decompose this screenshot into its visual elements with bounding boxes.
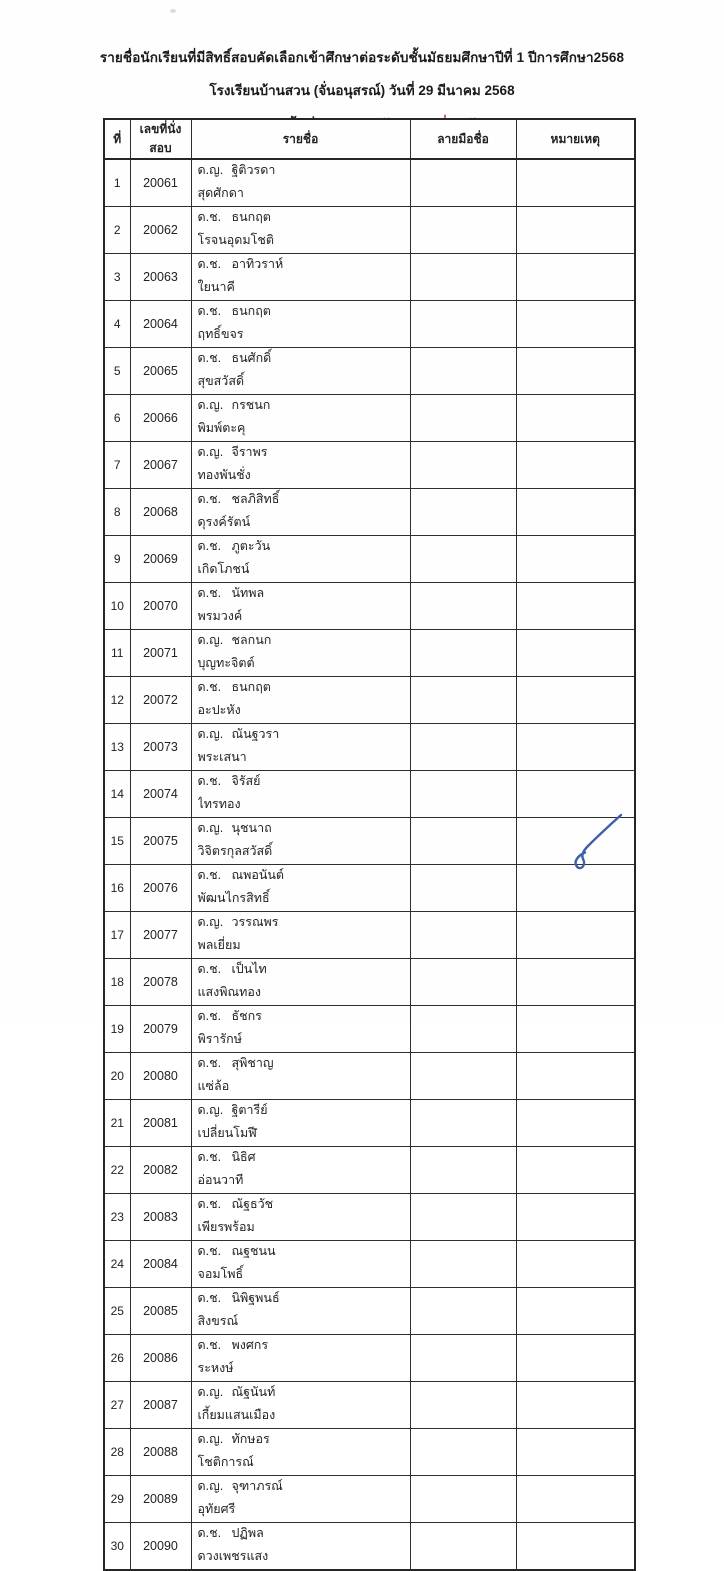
- table-row: [104, 1006, 635, 1053]
- row-number: 19: [104, 1006, 130, 1053]
- seat-number: 20064: [130, 301, 191, 348]
- signature-cell: [410, 677, 516, 724]
- last-name: ไทรทอง: [197, 797, 241, 811]
- last-name: อ่อนวาที: [197, 1173, 244, 1187]
- last-name: แสงพิณทอง: [197, 985, 261, 999]
- first-name: วรรณพร: [231, 915, 279, 929]
- last-name: ดวงเพชรแสง: [197, 1549, 269, 1563]
- student-name: [191, 865, 410, 912]
- signature-cell: [410, 818, 516, 865]
- remark-cell: [516, 207, 635, 254]
- first-name: ฐิตารีย์: [231, 1103, 268, 1117]
- student-name: [191, 1147, 410, 1194]
- student-name: [191, 1194, 410, 1241]
- first-name: ธัชกร: [231, 1009, 262, 1023]
- first-name: จุฑาภรณ์: [231, 1479, 283, 1493]
- row-number: 8: [104, 489, 130, 536]
- row-number: 17: [104, 912, 130, 959]
- seat-number: 20072: [130, 677, 191, 724]
- table-row: [104, 395, 635, 442]
- student-name: [191, 1053, 410, 1100]
- row-number: 14: [104, 771, 130, 818]
- name-prefix: ด.ญ.: [197, 915, 224, 929]
- remark-cell: [516, 1335, 635, 1382]
- seat-number: 20082: [130, 1147, 191, 1194]
- seat-number: 20085: [130, 1288, 191, 1335]
- student-name: [191, 301, 410, 348]
- student-name: [191, 724, 410, 771]
- seat-number: 20071: [130, 630, 191, 677]
- first-name: นัทพล: [231, 586, 265, 600]
- name-prefix: ด.ช.: [197, 1338, 222, 1352]
- seat-number: 20077: [130, 912, 191, 959]
- first-name: นิธิศ: [231, 1150, 256, 1164]
- row-number: 10: [104, 583, 130, 630]
- remark-cell: [516, 1288, 635, 1335]
- first-name: ธนกฤต: [231, 210, 271, 224]
- header-remark: หมายเหตุ: [516, 119, 635, 159]
- table-row: [104, 536, 635, 583]
- remark-cell: [516, 865, 635, 912]
- last-name: จอมโพธิ์: [197, 1267, 244, 1281]
- name-prefix: ด.ญ.: [197, 163, 224, 177]
- row-number: 30: [104, 1523, 130, 1571]
- student-name: [191, 536, 410, 583]
- row-number: 21: [104, 1100, 130, 1147]
- remark-cell: [516, 959, 635, 1006]
- first-name: พงศกร: [231, 1338, 269, 1352]
- student-name: [191, 1382, 410, 1429]
- header-name-list: รายชื่อ: [191, 119, 410, 159]
- table-row: [104, 1241, 635, 1288]
- student-name: [191, 818, 410, 865]
- last-name: พระเสนา: [197, 750, 247, 764]
- header-seat-number: เลขที่นั่งสอบ: [130, 119, 191, 159]
- student-name: [191, 1523, 410, 1571]
- name-prefix: ด.ญ.: [197, 821, 224, 835]
- seat-number: 20061: [130, 159, 191, 207]
- table-row: [104, 1100, 635, 1147]
- first-name: ภูตะวัน: [231, 539, 271, 553]
- table-row: [104, 912, 635, 959]
- table-row: [104, 1147, 635, 1194]
- signature-cell: [410, 1006, 516, 1053]
- signature-cell: [410, 912, 516, 959]
- remark-cell: [516, 912, 635, 959]
- student-name: [191, 1476, 410, 1523]
- first-name: ชลภิสิทธิ์: [231, 492, 280, 506]
- document-title: รายชื่อนักเรียนที่มีสิทธิ์สอบคัดเลือกเข้าศึกษาต่อระดับชั้นมัธยมศึกษาปีที่ 1 ปีการศึกษา2568: [99, 50, 625, 65]
- first-name: ฐิติวรดา: [231, 163, 276, 177]
- student-name: [191, 1006, 410, 1053]
- table-row: [104, 207, 635, 254]
- last-name: พิมพ์ตะคุ: [197, 421, 246, 435]
- remark-cell: [516, 1523, 635, 1571]
- seat-number: 20069: [130, 536, 191, 583]
- row-number: 26: [104, 1335, 130, 1382]
- seat-number: 20063: [130, 254, 191, 301]
- row-number: 5: [104, 348, 130, 395]
- row-number: 3: [104, 254, 130, 301]
- remark-cell: [516, 395, 635, 442]
- remark-cell: [516, 159, 635, 207]
- name-prefix: ด.ช.: [197, 304, 222, 318]
- student-name: [191, 395, 410, 442]
- name-prefix: ด.ช.: [197, 1291, 222, 1305]
- first-name: เป็นไท: [231, 962, 267, 976]
- signature-cell: [410, 1241, 516, 1288]
- last-name: พลเยี่ยม: [197, 938, 241, 952]
- last-name: ดุรงค์รัตน์: [197, 515, 251, 529]
- header-no: ที่: [104, 119, 130, 159]
- seat-number: 20090: [130, 1523, 191, 1571]
- student-name: [191, 583, 410, 630]
- row-number: 7: [104, 442, 130, 489]
- name-prefix: ด.ช.: [197, 351, 222, 365]
- seat-number: 20080: [130, 1053, 191, 1100]
- last-name: โรจนอุดมโชติ: [197, 233, 274, 247]
- seat-number: 20088: [130, 1429, 191, 1476]
- row-number: 24: [104, 1241, 130, 1288]
- last-name: โชติการณ์: [197, 1455, 254, 1469]
- name-prefix: ด.ญ.: [197, 398, 224, 412]
- remark-cell: [516, 630, 635, 677]
- table-row: [104, 301, 635, 348]
- seat-number: 20070: [130, 583, 191, 630]
- table-row: [104, 630, 635, 677]
- first-name: ณัฐธวัช: [231, 1197, 274, 1211]
- student-name: [191, 1429, 410, 1476]
- seat-number: 20075: [130, 818, 191, 865]
- row-number: 27: [104, 1382, 130, 1429]
- row-number: 1: [104, 159, 130, 207]
- signature-cell: [410, 1194, 516, 1241]
- signature-cell: [410, 1429, 516, 1476]
- first-name: ณันฐวรา: [231, 727, 280, 741]
- remark-cell: [516, 1429, 635, 1476]
- last-name: บุญทะจิตต์: [197, 656, 255, 670]
- name-prefix: ด.ญ.: [197, 445, 224, 459]
- signature-cell: [410, 724, 516, 771]
- name-prefix: ด.ช.: [197, 1150, 222, 1164]
- table-row: [104, 583, 635, 630]
- remark-cell: [516, 1147, 635, 1194]
- table-row: [104, 1288, 635, 1335]
- remark-cell: [516, 1382, 635, 1429]
- table-row: [104, 818, 635, 865]
- name-prefix: ด.ช.: [197, 774, 222, 788]
- signature-cell: [410, 1147, 516, 1194]
- last-name: ฤทธิ์ขจร: [197, 327, 244, 341]
- last-name: สิงขรณ์: [197, 1314, 239, 1328]
- seat-number: 20065: [130, 348, 191, 395]
- student-name: [191, 489, 410, 536]
- remark-cell: [516, 1194, 635, 1241]
- signature-cell: [410, 254, 516, 301]
- seat-number: 20067: [130, 442, 191, 489]
- signature-cell: [410, 865, 516, 912]
- name-prefix: ด.ช.: [197, 962, 222, 976]
- first-name: อาทิวราห์: [231, 257, 284, 271]
- remark-cell: [516, 301, 635, 348]
- last-name: เกี้ยมแสนเมือง: [197, 1408, 276, 1422]
- student-name: [191, 677, 410, 724]
- signature-cell: [410, 630, 516, 677]
- signature-cell: [410, 1288, 516, 1335]
- name-prefix: ด.ช.: [197, 868, 222, 882]
- signature-cell: [410, 442, 516, 489]
- first-name: ธนกฤต: [231, 304, 271, 318]
- last-name: ระหงษ์: [197, 1361, 234, 1375]
- name-prefix: ด.ญ.: [197, 1103, 224, 1117]
- name-prefix: ด.ช.: [197, 1526, 222, 1540]
- seat-number: 20087: [130, 1382, 191, 1429]
- name-prefix: ด.ช.: [197, 1197, 222, 1211]
- last-name: ใยนาคี: [197, 280, 235, 294]
- student-name: [191, 912, 410, 959]
- table-row: [104, 489, 635, 536]
- last-name: เกิดโภชน์: [197, 562, 250, 576]
- seat-number: 20068: [130, 489, 191, 536]
- seat-number: 20084: [130, 1241, 191, 1288]
- last-name: สุดศักดา: [197, 186, 244, 200]
- table-row: [104, 1523, 635, 1571]
- scan-speck: [170, 9, 176, 13]
- student-table-body: [104, 159, 635, 1570]
- first-name: ปฏิพล: [231, 1526, 264, 1540]
- name-prefix: ด.ช.: [197, 586, 222, 600]
- table-row: [104, 865, 635, 912]
- last-name: อะปะหัง: [197, 703, 241, 717]
- row-number: 9: [104, 536, 130, 583]
- name-prefix: ด.ญ.: [197, 727, 224, 741]
- name-prefix: ด.ช.: [197, 257, 222, 271]
- first-name: จีราพร: [231, 445, 268, 459]
- first-name: จิรัสย์: [231, 774, 261, 788]
- row-number: 12: [104, 677, 130, 724]
- seat-number: 20079: [130, 1006, 191, 1053]
- student-name: [191, 1288, 410, 1335]
- signature-cell: [410, 536, 516, 583]
- signature-cell: [410, 159, 516, 207]
- signature-cell: [410, 489, 516, 536]
- student-name: [191, 630, 410, 677]
- seat-number: 20076: [130, 865, 191, 912]
- remark-cell: [516, 442, 635, 489]
- row-number: 4: [104, 301, 130, 348]
- signature-cell: [410, 395, 516, 442]
- table-row: [104, 724, 635, 771]
- first-name: ณฐชนน: [231, 1244, 276, 1258]
- row-number: 15: [104, 818, 130, 865]
- row-number: 23: [104, 1194, 130, 1241]
- first-name: สุพิชาญ: [231, 1056, 274, 1070]
- remark-cell: [516, 536, 635, 583]
- remark-cell: [516, 1053, 635, 1100]
- row-number: 28: [104, 1429, 130, 1476]
- remark-cell: [516, 818, 635, 865]
- row-number: 16: [104, 865, 130, 912]
- name-prefix: ด.ช.: [197, 539, 222, 553]
- name-prefix: ด.ช.: [197, 1244, 222, 1258]
- remark-cell: [516, 583, 635, 630]
- student-name: [191, 442, 410, 489]
- student-name: [191, 959, 410, 1006]
- last-name: สุขสวัสดิ์: [197, 374, 245, 388]
- signature-cell: [410, 959, 516, 1006]
- remark-cell: [516, 771, 635, 818]
- student-name: [191, 1100, 410, 1147]
- first-name: ชลกนก: [231, 633, 272, 647]
- name-prefix: ด.ช.: [197, 210, 222, 224]
- last-name: วิจิตรกุลสวัสดิ์: [197, 844, 273, 858]
- name-prefix: ด.ญ.: [197, 1432, 224, 1446]
- seat-number: 20089: [130, 1476, 191, 1523]
- student-name: [191, 348, 410, 395]
- student-name: [191, 159, 410, 207]
- first-name: ธนกฤต: [231, 680, 271, 694]
- table-row: [104, 677, 635, 724]
- signature-cell: [410, 207, 516, 254]
- signature-cell: [410, 1476, 516, 1523]
- signature-cell: [410, 1523, 516, 1571]
- name-prefix: ด.ญ.: [197, 1479, 224, 1493]
- remark-cell: [516, 1006, 635, 1053]
- first-name: ณพอนันต์: [231, 868, 285, 882]
- name-prefix: ด.ช.: [197, 680, 222, 694]
- remark-cell: [516, 489, 635, 536]
- table-row: [104, 254, 635, 301]
- remark-cell: [516, 1476, 635, 1523]
- table-row: [104, 1382, 635, 1429]
- last-name: อุทัยศรี: [197, 1502, 236, 1516]
- table-row: [104, 1335, 635, 1382]
- first-name: นุชนาถ: [231, 821, 272, 835]
- seat-number: 20074: [130, 771, 191, 818]
- school-and-date-line: โรงเรียนบ้านสวน (จั่นอนุสรณ์) วันที่ 29 มีนาคม 2568: [209, 83, 515, 98]
- name-prefix: ด.ช.: [197, 492, 222, 506]
- first-name: นิพิฐพนธ์: [231, 1291, 280, 1305]
- student-name: [191, 1241, 410, 1288]
- table-row: [104, 1429, 635, 1476]
- first-name: ณัฐนันท์: [231, 1385, 276, 1399]
- signature-cell: [410, 348, 516, 395]
- table-row: [104, 348, 635, 395]
- seat-number: 20083: [130, 1194, 191, 1241]
- seat-number: 20066: [130, 395, 191, 442]
- seat-number: 20081: [130, 1100, 191, 1147]
- name-prefix: ด.ช.: [197, 1056, 222, 1070]
- remark-cell: [516, 254, 635, 301]
- row-number: 2: [104, 207, 130, 254]
- student-roster-table-wrap: [103, 118, 634, 1571]
- row-number: 22: [104, 1147, 130, 1194]
- table-row: [104, 1194, 635, 1241]
- last-name: พัฒนไกรสิทธิ์: [197, 891, 270, 905]
- signature-cell: [410, 1335, 516, 1382]
- name-prefix: ด.ญ.: [197, 633, 224, 647]
- name-prefix: ด.ญ.: [197, 1385, 224, 1399]
- student-name: [191, 254, 410, 301]
- first-name: ทักษอร: [231, 1432, 270, 1446]
- header-signature: ลายมือชื่อ: [410, 119, 516, 159]
- row-number: 25: [104, 1288, 130, 1335]
- signature-cell: [410, 583, 516, 630]
- table-row: [104, 1476, 635, 1523]
- table-row: [104, 1053, 635, 1100]
- student-name: [191, 207, 410, 254]
- last-name: พิรารักษ์: [197, 1032, 242, 1046]
- row-number: 18: [104, 959, 130, 1006]
- first-name: กรชนก: [231, 398, 271, 412]
- row-number: 29: [104, 1476, 130, 1523]
- student-roster-table: [103, 118, 636, 1571]
- last-name: ทองพันชั่ง: [197, 468, 251, 482]
- table-row: [104, 159, 635, 207]
- remark-cell: [516, 348, 635, 395]
- signature-cell: [410, 1053, 516, 1100]
- row-number: 20: [104, 1053, 130, 1100]
- table-row: [104, 442, 635, 489]
- name-prefix: ด.ช.: [197, 1009, 222, 1023]
- row-number: 11: [104, 630, 130, 677]
- signature-cell: [410, 1382, 516, 1429]
- row-number: 6: [104, 395, 130, 442]
- signature-cell: [410, 771, 516, 818]
- remark-cell: [516, 1241, 635, 1288]
- signature-cell: [410, 1100, 516, 1147]
- remark-cell: [516, 724, 635, 771]
- seat-number: 20062: [130, 207, 191, 254]
- last-name: เพียรพร้อม: [197, 1220, 255, 1234]
- seat-number: 20078: [130, 959, 191, 1006]
- table-row: [104, 771, 635, 818]
- seat-number: 20073: [130, 724, 191, 771]
- row-number: 13: [104, 724, 130, 771]
- remark-cell: [516, 677, 635, 724]
- table-header-row: [104, 119, 635, 159]
- seat-number: 20086: [130, 1335, 191, 1382]
- first-name: ธนศักดิ์: [231, 351, 272, 365]
- student-name: [191, 771, 410, 818]
- remark-cell: [516, 1100, 635, 1147]
- table-row: [104, 959, 635, 1006]
- last-name: เปลี่ยนโมฬี: [197, 1126, 257, 1140]
- signature-cell: [410, 301, 516, 348]
- last-name: พรมวงค์: [197, 609, 243, 623]
- last-name: แซ่ล้อ: [197, 1079, 230, 1093]
- student-name: [191, 1335, 410, 1382]
